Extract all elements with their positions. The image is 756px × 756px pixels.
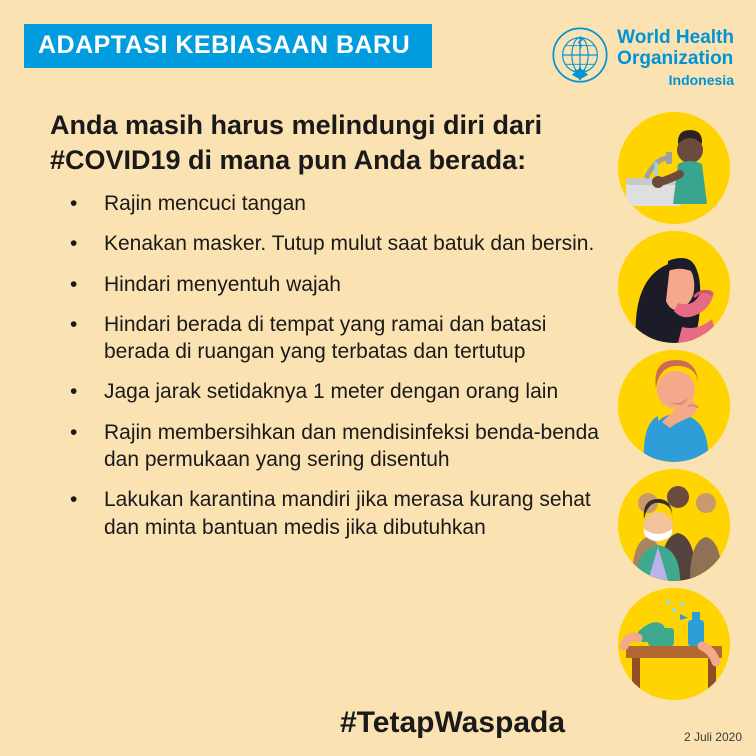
campaign-hashtag: #TetapWaspada	[340, 706, 566, 739]
avoid-touching-face-illustration	[618, 350, 730, 462]
page-title	[50, 108, 595, 178]
list-item-text: Hindari menyentuh wajah	[104, 272, 341, 296]
list-item-text: Hindari berada di tempat yang ramai dan batasi berada di ruangan yang terbatas dan tertutup	[104, 312, 547, 364]
face-mask-illustration	[618, 231, 730, 343]
list-item	[62, 230, 607, 257]
who-logo-country: Indonesia	[668, 72, 734, 89]
advice-list	[62, 190, 607, 554]
list-item-text: Rajin mencuci tangan	[104, 192, 306, 215]
list-item	[62, 311, 607, 366]
list-item	[62, 271, 607, 298]
bullet-marker-icon: •	[70, 272, 78, 296]
who-logo	[551, 26, 734, 88]
list-item-text: Jaga jarak setidaknya 1 meter dengan orang lain	[104, 380, 559, 404]
headline-line-2: #COVID19 di mana pun Anda berada:	[50, 145, 527, 176]
list-item	[62, 486, 607, 541]
header-banner	[24, 24, 432, 68]
avoid-crowds-illustration	[618, 469, 730, 581]
disinfect-surfaces-illustration	[618, 588, 730, 700]
list-item-text: Kenakan masker. Tutup mulut saat batuk dan bersin.	[104, 232, 595, 256]
illustration-column	[618, 112, 732, 707]
list-item-text: Rajin membersihkan dan mendisinfeksi benda-benda dan permukaan yang sering disentuh	[104, 420, 599, 472]
headline-line-1: Anda masih harus melindungi diri dari	[50, 110, 543, 140]
list-item	[62, 190, 607, 217]
list-item	[62, 419, 607, 474]
who-logo-line1: World Health	[617, 27, 734, 48]
bullet-marker-icon: •	[70, 488, 78, 512]
bullet-marker-icon: •	[70, 232, 78, 256]
bullet-marker-icon: •	[70, 380, 78, 404]
header-banner-title: ADAPTASI KEBIASAAN BARU	[38, 31, 411, 59]
publication-date: 2 Juli 2020	[683, 730, 742, 744]
who-emblem-icon	[551, 26, 609, 84]
list-item	[62, 378, 607, 405]
bullet-marker-icon: •	[70, 192, 78, 215]
handwashing-illustration	[618, 112, 730, 224]
list-item-text: Lakukan karantina mandiri jika merasa kurang sehat dan minta bantuan medis jika dibutuhkan	[104, 488, 591, 539]
who-logo-line2: Organization	[617, 47, 734, 69]
bullet-marker-icon: •	[70, 312, 78, 336]
bullet-marker-icon: •	[70, 420, 78, 444]
